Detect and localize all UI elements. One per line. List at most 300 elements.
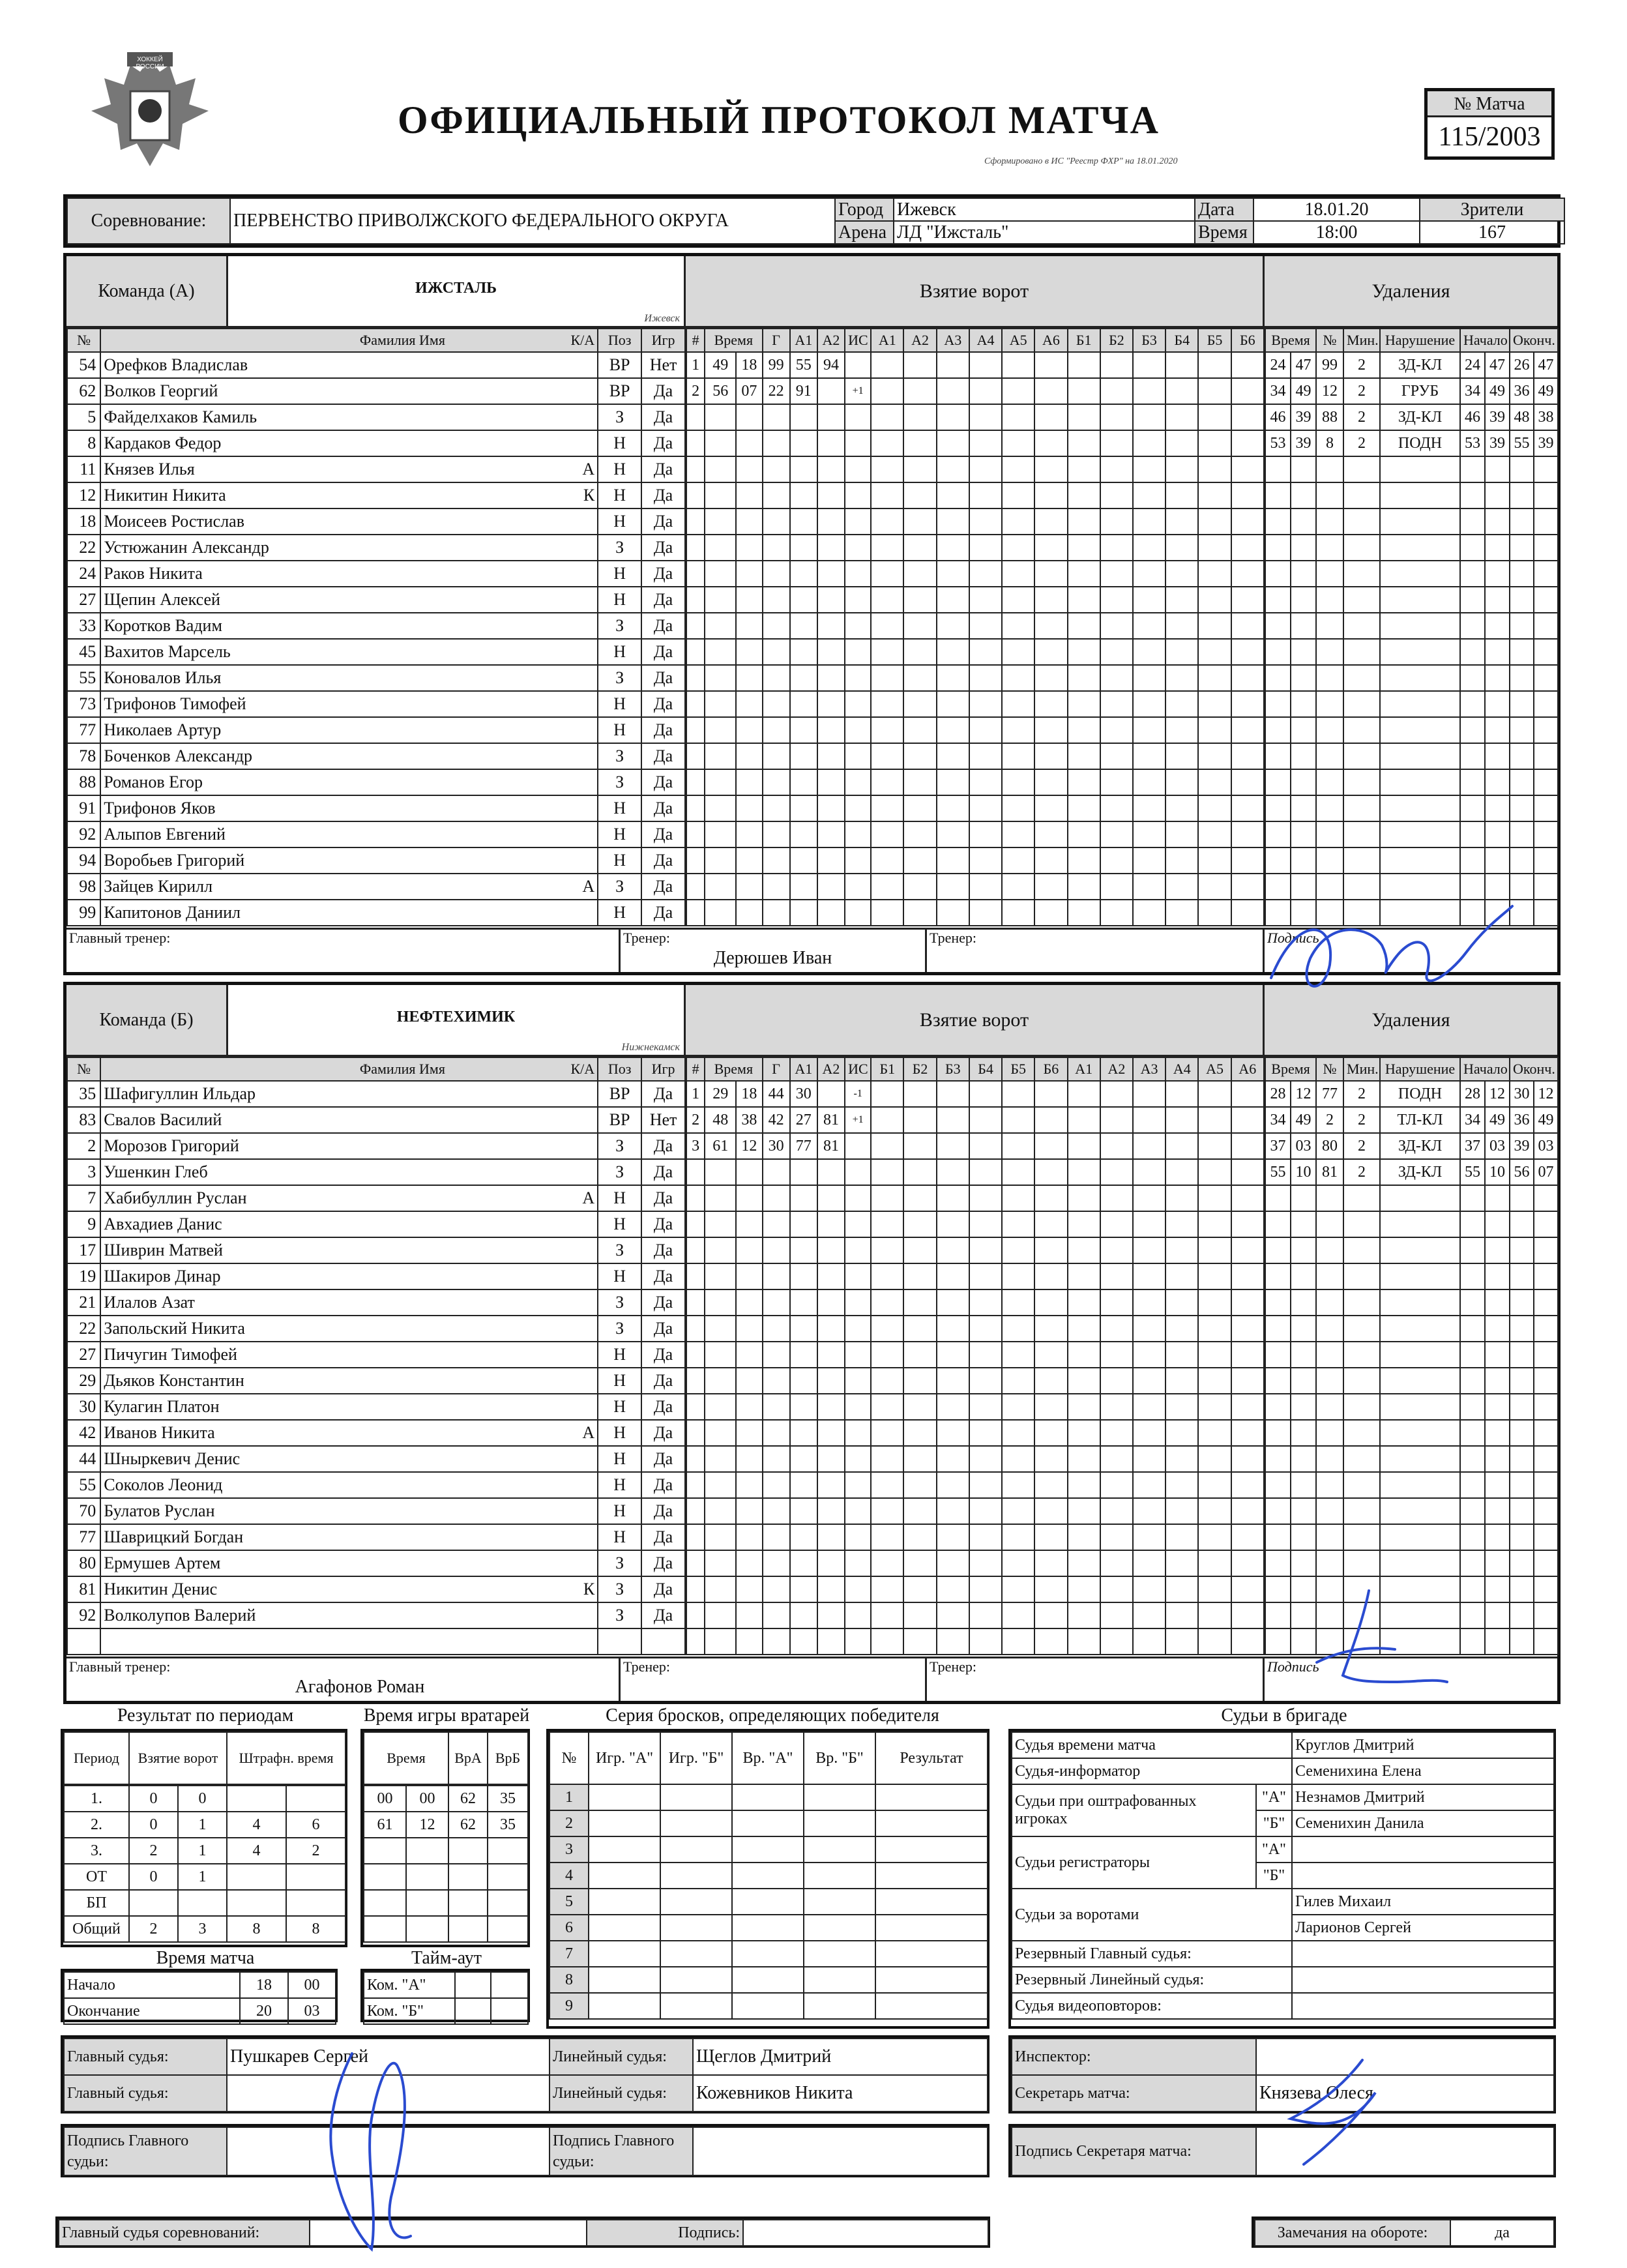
teamB-goal-row — [686, 1159, 1264, 1185]
player-name: Устюжанин Александр — [100, 535, 598, 561]
player-name: Шиврин Матвей — [100, 1237, 598, 1263]
teamA-goal-row — [686, 665, 1264, 691]
teamB-coach-cell: Тренер: — [621, 1657, 927, 1701]
teamB-goal-row — [686, 1316, 1264, 1342]
teamB-name-cell — [228, 985, 686, 1057]
player-name: Раков Никита — [100, 561, 598, 587]
periods-h-period: Период — [64, 1732, 129, 1784]
remarks-label: Замечания на обороте: — [1255, 2220, 1450, 2246]
shootout-row: 3 — [550, 1836, 988, 1863]
player-number: 22 — [67, 1316, 100, 1342]
player-name: Николаев Артур — [100, 717, 598, 743]
player-name: Коротков Вадим — [100, 613, 598, 639]
teamA-goal-row — [686, 535, 1264, 561]
penbox-b-tag: "Б" — [1256, 1810, 1292, 1836]
player-name: Кардаков Федор — [100, 430, 598, 456]
teamB-name: НЕФТЕХИМИК — [396, 1009, 516, 1025]
player-number: 94 — [67, 847, 100, 874]
player-plays: Да — [641, 1420, 685, 1446]
teamA-goal-row — [686, 587, 1264, 613]
teamA-coach: Дерюшев Иван — [713, 948, 832, 968]
player-plays: Да — [641, 691, 685, 717]
teamB-col-play: Игр — [641, 1057, 685, 1081]
informer-label: Судья-информатор — [1012, 1758, 1292, 1784]
player-name: Щепин Алексей — [100, 587, 598, 613]
teamB-goal-row — [686, 1368, 1264, 1394]
remarks-value: да — [1450, 2220, 1554, 2246]
teamA-goal-row — [686, 482, 1264, 508]
player-position: Н — [598, 587, 641, 613]
player-number: 27 — [67, 1342, 100, 1368]
player-plays: Да — [641, 769, 685, 795]
player-plays: Да — [641, 1211, 685, 1237]
teamB-penalty-row — [1265, 1342, 1558, 1368]
player-position: З — [598, 769, 641, 795]
line-ref-label-2: Линейный судья: — [550, 2075, 693, 2112]
player-plays: Да — [641, 1394, 685, 1420]
teamB-player-row — [67, 1550, 685, 1576]
teamB-label-cell: Команда (Б) — [66, 985, 228, 1057]
teamB-goal-row — [686, 1289, 1264, 1316]
player-position: Н — [598, 717, 641, 743]
player-plays: Нет — [641, 1107, 685, 1133]
main-ref-label-2: Главный судья: — [64, 2075, 227, 2112]
teamB-goal-row — [686, 1185, 1264, 1211]
player-plays: Да — [641, 587, 685, 613]
player-number: 12 — [67, 482, 100, 508]
player-name: Князев Илья А — [100, 456, 598, 482]
player-name: Зайцев Кирилл А — [100, 874, 598, 900]
teamA-goal-row — [686, 874, 1264, 900]
shootout-box — [546, 1729, 989, 2029]
player-name: Дьяков Константин — [100, 1368, 598, 1394]
shootout-row: 6 — [550, 1915, 988, 1941]
signatures-box — [61, 2124, 989, 2177]
player-name: Шакиров Динар — [100, 1263, 598, 1289]
player-number: 78 — [67, 743, 100, 769]
coach-b-signature — [1291, 1584, 1454, 1701]
teamB-goal-row — [686, 1420, 1264, 1446]
teamA-player-row — [67, 874, 685, 900]
player-name: Иванов Никита А — [100, 1420, 598, 1446]
teamA-goal-row — [686, 613, 1264, 639]
player-number: 54 — [67, 352, 100, 378]
teamA-penalty-row — [1265, 665, 1558, 691]
shootout-row: 1 — [550, 1784, 988, 1810]
teamB-goal-row — [686, 1342, 1264, 1368]
teamA-goal-row — [686, 717, 1264, 743]
teamB-goal-row: 2 48 38 42 27 81 +1 — [686, 1107, 1264, 1133]
teamA-goal-row — [686, 430, 1264, 456]
teamA-coach2-cell: Тренер: — [927, 928, 1265, 972]
player-plays: Да — [641, 1368, 685, 1394]
player-position: Н — [598, 821, 641, 847]
player-name: Файделхаков Камиль — [100, 404, 598, 430]
registrars-label: Судьи регистраторы — [1012, 1836, 1256, 1889]
player-name: Вахитов Марсель — [100, 639, 598, 665]
teamA-player-row — [67, 404, 685, 430]
player-number: 45 — [67, 639, 100, 665]
referees-box — [61, 2035, 989, 2113]
teamA-player-row — [67, 743, 685, 769]
teamB-head-coach: Агафонов Роман — [295, 1677, 425, 1697]
player-number: 7 — [67, 1185, 100, 1211]
arena-label: Арена — [835, 221, 894, 244]
player-plays: Да — [641, 821, 685, 847]
player-number: 27 — [67, 587, 100, 613]
player-name: Илалов Азат — [100, 1289, 598, 1316]
player-name: Волков Георгий — [100, 378, 598, 404]
player-plays: Да — [641, 1524, 685, 1550]
teamB-player-row — [67, 1237, 685, 1263]
player-position: Н — [598, 847, 641, 874]
player-number: 29 — [67, 1368, 100, 1394]
teamA-penalty-row — [1265, 508, 1558, 535]
player-name: Моисеев Ростислав — [100, 508, 598, 535]
teamB-goal-row — [686, 1472, 1264, 1498]
player-name: Воробьев Григорий — [100, 847, 598, 874]
teamA-player-row — [67, 691, 685, 717]
time-value: 18:00 — [1253, 221, 1420, 244]
player-number: 44 — [67, 1446, 100, 1472]
teamA-goal-row — [686, 743, 1264, 769]
page-title: ОФИЦИАЛЬНЫЙ ПРОТОКОЛ МАТЧА — [398, 98, 1160, 141]
teamA-penalty-row: 46 39 88 2 ЗД-КЛ 46 39 48 38 — [1265, 404, 1558, 430]
secretary-sign-label: Подпись Секретаря матча: — [1012, 2127, 1256, 2175]
teamA-penalty-row — [1265, 691, 1558, 717]
teamB-player-row — [67, 1576, 685, 1602]
teamA-penalty-row — [1265, 639, 1558, 665]
match-end-label: Окончание — [64, 1998, 240, 2024]
period-row: БП — [64, 1890, 345, 1916]
player-plays: Да — [641, 795, 685, 821]
player-plays: Да — [641, 639, 685, 665]
player-plays: Да — [641, 743, 685, 769]
player-number: 98 — [67, 874, 100, 900]
shootout-row: 8 — [550, 1967, 988, 1993]
teamA-penalty-row: 24 47 99 2 ЗД-КЛ 24 47 26 47 — [1265, 352, 1558, 378]
match-time-title: Время матча — [156, 1948, 255, 1968]
player-plays: Да — [641, 404, 685, 430]
periods-h-pen: Штрафн. время — [227, 1732, 345, 1784]
teamB-col-name: Фамилия Имя К/А — [100, 1057, 598, 1081]
player-position: Н — [598, 691, 641, 717]
player-position: ВР — [598, 1081, 641, 1107]
teamB-penalty-row: 37 03 80 2 ЗД-КЛ 37 03 39 03 — [1265, 1133, 1558, 1159]
team-a-section: Команда (А) ИЖСТАЛЬ Ижевск Взятие ворот Удаления № Фамилия Имя К/А Поз Игр 54 Орефков Владислав ВР Нет 62 Волков Георгий ВР Да 5 Файделхаков Камиль З Да 8 Кардаков Федор Н Да 11 Князев Илья А Н Да 12 Никитин Никита К Н Да 18 Моисеев Ростислав Н Да 22 Устюжанин Александр З Да 24 Раков Никита Н Да 27 Щепин Алексей Н Да 33 Коротков Вадим З Да 45 Вахитов Марсель Н Да 55 Коновалов Илья З Да 73 Трифонов Тимофей Н Да 77 Николаев Артур Н Да 78 Боченков Александр З Да 88 Романов Егор З Да 91 Трифонов Яков Н Да 92 Алыпов Евгений Н Да 94 Воробьев Григорий Н Да 98 Зайцев Кирилл А З Да 99 Капитонов Даниил Н Да # Время Г А1 А2 ИС А1 А2 А3 А4 А5 А6 Б1 Б2 Б3 Б4 Б5 Б6 1 49 18 99 55 94 2 56 07 22 91 +1 Время № Мин. Нарушение Начало Оконч. 24 47 99 2 ЗД-КЛ 24 47 26 47 34 49 12 2 ГРУБ 34 49 36 49 46 39 88 2 ЗД-КЛ 46 39 48 38 53 39 8 2 ПОДН 53 39 55 39 Главный тренер: Тренер: Дерюшев Иван Тренер: Подпись — [66, 256, 1557, 972]
teamA-penalties-header: Удаления — [1265, 256, 1557, 328]
player-position: Н — [598, 1420, 641, 1446]
player-position: Н — [598, 1446, 641, 1472]
team-b-section: Команда (Б) НЕФТЕХИМИК Нижнекамск Взятие ворот Удаления № Фамилия Имя К/А Поз Игр 35 Шафигуллин Ильдар ВР Да 83 Свалов Василий ВР Нет 2 Морозов Григорий З Да 3 Ушенкин Глеб З Да 7 Хабибуллин Руслан А Н Да 9 Авхадиев Данис Н Да 17 Шиврин Матвей З Да 19 Шакиров Динар Н Да 21 Илалов Азат З Да 22 Запольский Никита З Да 27 Пичугин Тимофей Н Да 29 Дьяков Константин Н Да 30 Кулагин Платон Н Да 42 Иванов Никита А Н Да 44 Шныркевич Денис Н Да 55 Соколов Леонид Н Да 70 Булатов Руслан Н Да 77 Шаврицкий Богдан Н Да 80 Ермушев Артем З Да 81 Никитин Денис К З Да 92 Волколупов Валерий З Да # Время Г А1 А2 ИС Б1 Б2 Б3 Б4 Б5 Б6 А1 А2 А3 А4 А5 А6 1 29 18 44 30 -1 2 48 38 42 27 81 +1 3 61 12 30 77 81 Время № Мин. Нарушение Начало Оконч. 28 12 77 2 ПОДН 28 12 30 12 34 49 2 2 ТЛ-КЛ 34 49 36 49 37 03 80 2 ЗД-КЛ 37 03 39 03 55 10 81 2 ЗД-КЛ 55 10 56 07 Главный тренер: Агафонов Роман Тренер: Тренер: Подпись — [66, 985, 1557, 1701]
shootout-h-1: Игр. "А" — [589, 1732, 660, 1784]
periods-title: Результат по периодам — [117, 1705, 294, 1726]
teamA-goal-row — [686, 769, 1264, 795]
teamB-player-row — [67, 1394, 685, 1420]
teamB-player-row — [67, 1472, 685, 1498]
logo-text: ХОККЕЙ РОССИИ — [136, 56, 164, 70]
player-name: Ушенкин Глеб — [100, 1159, 598, 1185]
period-row: ОТ 0 1 — [64, 1864, 345, 1890]
player-position: З — [598, 404, 641, 430]
player-number: 17 — [67, 1237, 100, 1263]
goalie-time-box — [360, 1729, 530, 1947]
player-position: Н — [598, 900, 641, 926]
teamA-player-row — [67, 508, 685, 535]
player-name: Орефков Владислав — [100, 352, 598, 378]
main-ref-sign-label: Подпись Главного судьи: — [64, 2127, 227, 2175]
goalie-h-b: ВрБ — [488, 1732, 528, 1784]
player-position: ВР — [598, 378, 641, 404]
player-name: Авхадиев Данис — [100, 1211, 598, 1237]
player-name: Трифонов Тимофей — [100, 691, 598, 717]
player-name: Никитин Никита К — [100, 482, 598, 508]
chief-sign-label: Подпись: — [587, 2220, 743, 2246]
player-number: 19 — [67, 1263, 100, 1289]
player-number: 77 — [67, 717, 100, 743]
player-number: 91 — [67, 795, 100, 821]
player-position: З — [598, 1576, 641, 1602]
teamA-penalty-row — [1265, 795, 1558, 821]
player-number: 35 — [67, 1081, 100, 1107]
remarks-box — [1252, 2216, 1556, 2248]
reserve-main-label: Резервный Главный судья: — [1012, 1941, 1292, 1967]
teamB-player-row — [67, 1446, 685, 1472]
info-row — [63, 194, 1561, 248]
teamB-player-row — [67, 1316, 685, 1342]
shootout-row: 4 — [550, 1863, 988, 1889]
player-plays: Да — [641, 1263, 685, 1289]
teamB-col-no: № — [67, 1057, 100, 1081]
player-plays: Да — [641, 482, 685, 508]
player-name: Морозов Григорий — [100, 1133, 598, 1159]
teamA-player-row — [67, 847, 685, 874]
player-number: 33 — [67, 613, 100, 639]
teamB-penalty-row — [1265, 1289, 1558, 1316]
goalie-row: 00 00 62 35 — [364, 1786, 528, 1812]
player-name: Ермушев Артем — [100, 1550, 598, 1576]
player-position: З — [598, 1550, 641, 1576]
player-position: Н — [598, 1394, 641, 1420]
main-ref-signature — [280, 2040, 450, 2262]
player-plays: Да — [641, 1289, 685, 1316]
arena-value: ЛД "Ижсталь" — [894, 221, 1195, 244]
player-plays: Да — [641, 1185, 685, 1211]
player-role: А — [582, 1188, 595, 1207]
teamB-penalty-row — [1265, 1446, 1558, 1472]
teamB-player-row — [67, 1524, 685, 1550]
player-plays: Да — [641, 535, 685, 561]
player-position: Н — [598, 1498, 641, 1524]
goal-judge-1: Гилев Михаил — [1292, 1889, 1554, 1915]
teamA-player-row — [67, 769, 685, 795]
date-value: 18.01.20 — [1253, 198, 1420, 221]
teamA-goal-row — [686, 404, 1264, 430]
player-name: Боченков Александр — [100, 743, 598, 769]
player-name: Капитонов Даниил — [100, 900, 598, 926]
player-number: 62 — [67, 378, 100, 404]
teamB-goals-header: Взятие ворот — [686, 985, 1265, 1057]
player-plays: Да — [641, 717, 685, 743]
teamB-player-row — [67, 1211, 685, 1237]
player-plays: Да — [641, 1133, 685, 1159]
match-start-m: 00 — [288, 1972, 336, 1998]
competition-name: ПЕРВЕНСТВО ПРИВОЛЖСКОГО ФЕДЕРАЛЬНОГО ОКРУГА — [230, 198, 835, 244]
player-name: Волколупов Валерий — [100, 1602, 598, 1628]
player-name: Шафигуллин Ильдар — [100, 1081, 598, 1107]
line-ref-1: Щеглов Дмитрий — [693, 2039, 988, 2075]
shootout-h-2: Игр. "Б" — [660, 1732, 732, 1784]
teamB-player-row — [67, 1159, 685, 1185]
time-label: Время — [1195, 221, 1253, 244]
teamA-penalty-row — [1265, 847, 1558, 874]
match-time-box — [61, 1969, 338, 2022]
goal-judge-2: Ларионов Сергей — [1292, 1915, 1554, 1941]
teamA-sign-cell: Подпись — [1265, 928, 1557, 972]
teamB-goal-row — [686, 1628, 1264, 1655]
teamA-head-coach-label: Главный тренер: — [69, 930, 171, 946]
goal-judges-label: Судьи за воротами — [1012, 1889, 1292, 1941]
player-position: З — [598, 1602, 641, 1628]
teamA-col-play: Игр — [641, 329, 685, 352]
teamA-head-coach-cell — [66, 928, 621, 972]
informer: Семенихина Елена — [1292, 1758, 1554, 1784]
teamB-goal-row — [686, 1524, 1264, 1550]
teamB-penalty-row — [1265, 1420, 1558, 1446]
teamA-goal-row: 2 56 07 22 91 +1 — [686, 378, 1264, 404]
player-name: Пичугин Тимофей — [100, 1342, 598, 1368]
player-number: 55 — [67, 1472, 100, 1498]
player-position: Н — [598, 1211, 641, 1237]
player-name: Свалов Василий — [100, 1107, 598, 1133]
teamB-goal-row — [686, 1498, 1264, 1524]
teamA-penalty-row — [1265, 613, 1558, 639]
player-name: Соколов Леонид — [100, 1472, 598, 1498]
player-position: Н — [598, 1263, 641, 1289]
player-number: 55 — [67, 665, 100, 691]
player-plays: Да — [641, 430, 685, 456]
player-name: Хабибуллин Руслан А — [100, 1185, 598, 1211]
date-label: Дата — [1195, 198, 1253, 221]
teamB-penalty-row — [1265, 1237, 1558, 1263]
secretary-signature — [1265, 2054, 1395, 2177]
teamA-col-pos: Поз — [598, 329, 641, 352]
reg-a-tag: "А" — [1256, 1836, 1292, 1863]
player-number: 3 — [67, 1159, 100, 1185]
teamB-penalty-row — [1265, 1368, 1558, 1394]
teamA-label-cell: Команда (А) — [66, 256, 228, 328]
player-plays: Да — [641, 1550, 685, 1576]
timeout-title: Тайм-аут — [411, 1948, 482, 1968]
teamB-head-coach-label: Главный тренер: — [69, 1658, 171, 1675]
teamA-penalty-row — [1265, 821, 1558, 847]
reg-b-tag: "Б" — [1256, 1863, 1292, 1889]
penbox-a: Незнамов Дмитрий — [1292, 1784, 1554, 1810]
player-plays: Да — [641, 874, 685, 900]
player-role: А — [582, 460, 595, 479]
match-start-label: Начало — [64, 1972, 240, 1998]
player-number: 2 — [67, 1133, 100, 1159]
player-position: З — [598, 665, 641, 691]
player-role: К — [583, 486, 595, 505]
teamB-penalty-row — [1265, 1185, 1558, 1211]
player-plays: Да — [641, 1159, 685, 1185]
player-plays: Да — [641, 1498, 685, 1524]
teamB-sign-cell: Подпись — [1265, 1657, 1557, 1701]
page-subtitle: Сформировано в ИС "Реестр ФХР" на 18.01.2020 — [984, 156, 1178, 166]
match-end-m: 03 — [288, 1998, 336, 2024]
player-number: 80 — [67, 1550, 100, 1576]
player-position: Н — [598, 561, 641, 587]
teamB-player-row — [67, 1342, 685, 1368]
player-plays: Да — [641, 665, 685, 691]
player-number: 18 — [67, 508, 100, 535]
city-value: Ижевск — [894, 198, 1195, 221]
player-plays: Да — [641, 378, 685, 404]
teamA-player-row — [67, 482, 685, 508]
teamA-penalty-row — [1265, 769, 1558, 795]
player-name: Алыпов Евгений — [100, 821, 598, 847]
player-name: Запольский Никита — [100, 1316, 598, 1342]
player-position: З — [598, 1133, 641, 1159]
player-name: Шныркевич Денис — [100, 1446, 598, 1472]
player-number: 70 — [67, 1498, 100, 1524]
teamB-player-row — [67, 1420, 685, 1446]
shootout-h-0: № — [550, 1732, 589, 1784]
player-plays: Да — [641, 561, 685, 587]
player-position: З — [598, 1289, 641, 1316]
player-position: ВР — [598, 352, 641, 378]
teamA-name-cell — [228, 256, 686, 328]
player-plays: Да — [641, 613, 685, 639]
player-plays: Да — [641, 1081, 685, 1107]
goalie-h-a: ВрА — [448, 1732, 488, 1784]
teamA-player-row — [67, 430, 685, 456]
player-position: Н — [598, 430, 641, 456]
teamB-goal-row — [686, 1394, 1264, 1420]
main-ref-1: Пушкарев Сергей — [227, 2039, 550, 2075]
teamB-player-row — [67, 1133, 685, 1159]
player-plays: Да — [641, 1576, 685, 1602]
secretary-label: Секретарь матча: — [1012, 2075, 1256, 2112]
player-name: Шаврицкий Богдан — [100, 1524, 598, 1550]
teamA-player-row — [67, 378, 685, 404]
shootout-h-5: Результат — [875, 1732, 988, 1784]
teamB-player-row — [67, 1263, 685, 1289]
goalie-h-time: Время — [364, 1732, 448, 1784]
teamA-penalty-row — [1265, 743, 1558, 769]
teamA-goals-header: Взятие ворот — [686, 256, 1265, 328]
coach-a-signature — [1258, 900, 1519, 1004]
player-position: Н — [598, 795, 641, 821]
match-start-h: 18 — [240, 1972, 288, 1998]
main-ref-label-1: Главный судья: — [64, 2039, 227, 2075]
teamB-player-row — [67, 1602, 685, 1628]
teamA-col-no: № — [67, 329, 100, 352]
teamA-penalty-row — [1265, 456, 1558, 482]
player-number: 11 — [67, 456, 100, 482]
player-plays: Нет — [641, 352, 685, 378]
shootout-row: 2 — [550, 1810, 988, 1836]
teamA-penalty-row — [1265, 561, 1558, 587]
penbox-a-tag: "А" — [1256, 1784, 1292, 1810]
teamB-penalties-header: Удаления — [1265, 985, 1557, 1057]
shootout-row: 5 — [550, 1889, 988, 1915]
teamB-goal-row — [686, 1211, 1264, 1237]
teamA-player-row — [67, 587, 685, 613]
player-position: З — [598, 1316, 641, 1342]
match-number-box — [1424, 88, 1555, 160]
